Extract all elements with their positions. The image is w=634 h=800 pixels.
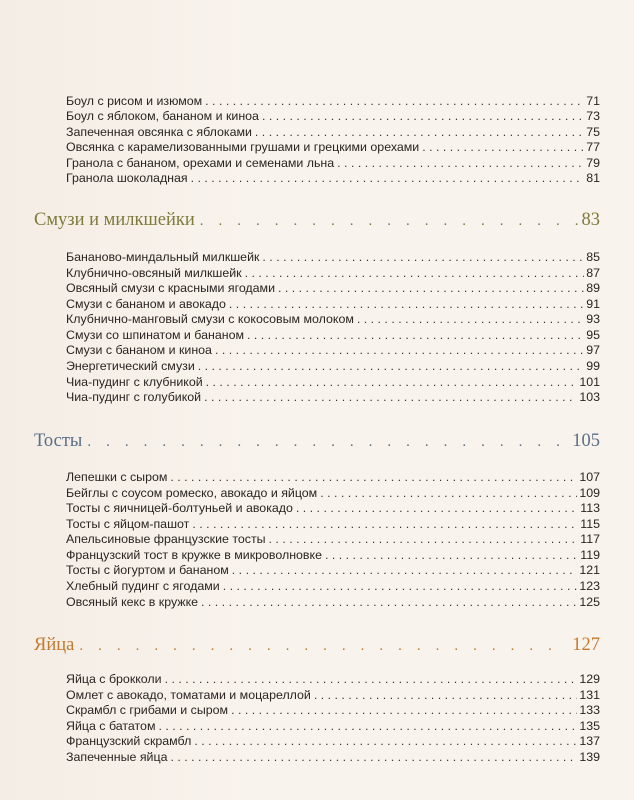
toc-entry-page: 119 — [580, 548, 600, 562]
toc-entry[interactable] — [66, 733, 600, 749]
toc-entry-page: 121 — [579, 563, 600, 577]
dot-leader — [357, 311, 584, 327]
toc-entry[interactable] — [66, 327, 600, 343]
dot-leader — [191, 170, 585, 186]
toc-entry-title: Запеченная овсянка с яблоками — [66, 125, 252, 139]
toc-entry-title: Гранола с бананом, орехами и семенами льна — [66, 156, 335, 170]
toc-entry-title: Боул с рисом и изюмом — [66, 94, 203, 108]
toc-entry[interactable] — [66, 265, 600, 281]
toc-entry-title: Скрамбл с грибами и сыром — [66, 703, 229, 717]
dot-leader — [269, 531, 579, 547]
toc-entry-title: Боул с яблоком, бананом и киноа — [66, 109, 259, 123]
toc-entry-title: Чиа-пудинг с клубникой — [66, 375, 203, 389]
toc-entry-page: 73 — [586, 109, 600, 123]
toc-entry-title: Овсяный смузи с красными ягодами — [66, 281, 275, 295]
dot-leader — [165, 671, 578, 687]
toc-entry[interactable] — [66, 342, 600, 358]
dot-leader — [262, 249, 584, 265]
toc-entry-title: Апельсиновые французские тосты — [66, 532, 266, 546]
toc-entry-title: Омлет с авокадо, томатами и моцареллой — [66, 688, 311, 702]
toc-entry[interactable] — [66, 547, 600, 563]
dot-leader — [194, 733, 577, 749]
dot-leader — [87, 429, 568, 455]
dot-leader — [278, 280, 584, 296]
section-page: 105 — [572, 431, 600, 451]
toc-entry[interactable] — [66, 562, 600, 578]
toc-entry-page: 77 — [586, 140, 600, 154]
dot-leader — [215, 342, 584, 358]
toc-entry-page: 113 — [580, 501, 600, 515]
toc-entry-title: Смузи с бананом и авокадо — [66, 297, 226, 311]
dot-leader — [314, 687, 577, 703]
toc-entry-page: 71 — [586, 94, 600, 108]
toc-entry[interactable] — [66, 516, 600, 532]
toc-entry-title: Тосты с яичницей-болтуньей и авокадо — [66, 501, 293, 515]
toc-entry[interactable] — [66, 108, 600, 124]
dot-leader — [170, 749, 577, 765]
dot-leader — [255, 124, 584, 140]
toc-entry-title: Тосты с яйцом-пашот — [66, 517, 190, 531]
dot-leader — [204, 389, 577, 405]
section-title: Тосты — [34, 431, 83, 451]
dot-leader — [158, 718, 577, 734]
toc-entry-title: Яйца с бататом — [66, 719, 156, 733]
section-title: Смузи и милкшейки — [34, 210, 195, 230]
dot-leader — [229, 296, 584, 312]
toc-entry-title: Клубнично-манговый смузи с кокосовым молоком — [66, 312, 354, 326]
dot-leader — [247, 327, 584, 343]
section-title: Яйца — [34, 635, 75, 655]
toc-entry[interactable] — [66, 389, 600, 405]
toc-entry[interactable] — [66, 170, 600, 186]
toc-entry[interactable] — [66, 702, 600, 718]
toc-entry[interactable] — [66, 155, 600, 171]
toc-section-toasts[interactable] — [34, 428, 600, 454]
toc-entry[interactable] — [66, 296, 600, 312]
dot-leader — [245, 265, 585, 281]
toc-entry-title: Смузи со шпинатом и бананом — [66, 328, 244, 342]
dot-leader — [198, 358, 584, 374]
toc-entry-page: 79 — [586, 156, 600, 170]
toc-entry-page: 115 — [580, 517, 600, 531]
toc-entry[interactable] — [66, 374, 600, 390]
dot-leader — [206, 374, 578, 390]
toc-entry[interactable] — [66, 594, 600, 610]
dot-leader — [262, 108, 584, 124]
toc-entry-title: Овсяный кекс в кружке — [66, 595, 199, 609]
toc-entry-page: 133 — [579, 703, 600, 717]
dot-leader — [205, 93, 584, 109]
toc-entry-title: Хлебный пудинг с ягодами — [66, 579, 220, 593]
toc-entry-page: 75 — [586, 125, 600, 139]
toc-entry-title: Французский скрамбл — [66, 734, 192, 748]
toc-entry-page: 117 — [580, 532, 600, 546]
toc-entry-page: 81 — [586, 171, 600, 185]
toc-entry-page: 95 — [586, 328, 600, 342]
section-page: 83 — [581, 210, 600, 230]
toc-entry-page: 137 — [579, 734, 600, 748]
toc-entry-page: 135 — [579, 719, 600, 733]
toc-entry-title: Бананово-миндальный милкшейк — [66, 250, 260, 264]
toc-entry[interactable] — [66, 749, 600, 765]
toc-entry-page: 107 — [579, 470, 600, 484]
dot-leader — [231, 702, 577, 718]
toc-entry-title: Чиа-пудинг с голубикой — [66, 390, 202, 404]
toc-entry-title: Смузи с бананом и киноа — [66, 343, 212, 357]
toc-entry-title: Французский тост в кружке в микроволновке — [66, 548, 322, 562]
toc-entry[interactable] — [66, 500, 600, 516]
dot-leader — [337, 155, 584, 171]
toc-entry-page: 87 — [586, 266, 600, 280]
toc-entry[interactable] — [66, 311, 600, 327]
dot-leader — [192, 516, 578, 532]
toc-entry[interactable] — [66, 280, 600, 296]
toc-section-smoothies[interactable] — [34, 207, 600, 233]
toc-entry-title: Энергетический смузи — [66, 359, 195, 373]
toc-entry-title: Лепешки с сыром — [66, 470, 168, 484]
toc-entry-title: Бейглы с соусом ромеско, авокадо и яйцом — [66, 486, 318, 500]
dot-leader — [201, 594, 577, 610]
toc-entry[interactable] — [66, 469, 600, 485]
toc-entry[interactable] — [66, 671, 600, 687]
toc-entry-title: Тосты с йогуртом и бананом — [66, 563, 229, 577]
toc-entry-page: 85 — [586, 250, 600, 264]
toc-entry-page: 91 — [586, 297, 600, 311]
toc-entry[interactable] — [66, 139, 600, 155]
toc-entry-page: 109 — [579, 486, 600, 500]
section-page: 127 — [572, 635, 600, 655]
toc-section-eggs[interactable] — [34, 632, 600, 658]
toc-entry[interactable] — [66, 718, 600, 734]
toc-entry-page: 89 — [586, 281, 600, 295]
toc-entry-page: 125 — [579, 595, 600, 609]
toc-entry[interactable] — [66, 531, 600, 547]
toc-entry[interactable] — [66, 93, 600, 109]
dot-leader — [223, 578, 578, 594]
toc-entry[interactable] — [66, 687, 600, 703]
dot-leader — [422, 139, 584, 155]
toc-entry-page: 131 — [579, 688, 600, 702]
dot-leader — [232, 562, 578, 578]
toc-entry[interactable] — [66, 358, 600, 374]
toc-entry-page: 97 — [586, 343, 600, 357]
toc-entry-title: Овсянка с карамелизованными грушами и грецкими орехами — [66, 140, 420, 154]
dot-leader — [325, 547, 578, 563]
toc-entry-title: Запеченные яйца — [66, 750, 168, 764]
toc-entry[interactable] — [66, 485, 600, 501]
toc-entry-page: 129 — [579, 672, 600, 686]
toc-entry-title: Яйца с брокколи — [66, 672, 162, 686]
dot-leader — [296, 500, 578, 516]
dot-leader — [170, 469, 577, 485]
dot-leader — [79, 633, 568, 659]
toc-entry-title: Гранола шоколадная — [66, 171, 188, 185]
toc-entry-page: 101 — [579, 375, 600, 389]
toc-entry[interactable] — [66, 249, 600, 265]
toc-entry[interactable] — [66, 124, 600, 140]
toc-entry-title: Клубнично-овсяный милкшейк — [66, 266, 242, 280]
toc-entry-page: 123 — [579, 579, 600, 593]
toc-entry-page: 93 — [586, 312, 600, 326]
dot-leader — [200, 208, 578, 234]
toc-entry-page: 103 — [579, 390, 600, 404]
toc-entry[interactable] — [66, 578, 600, 594]
dot-leader — [320, 485, 577, 501]
toc-entry-page: 139 — [579, 750, 600, 764]
toc-entry-page: 99 — [586, 359, 600, 373]
